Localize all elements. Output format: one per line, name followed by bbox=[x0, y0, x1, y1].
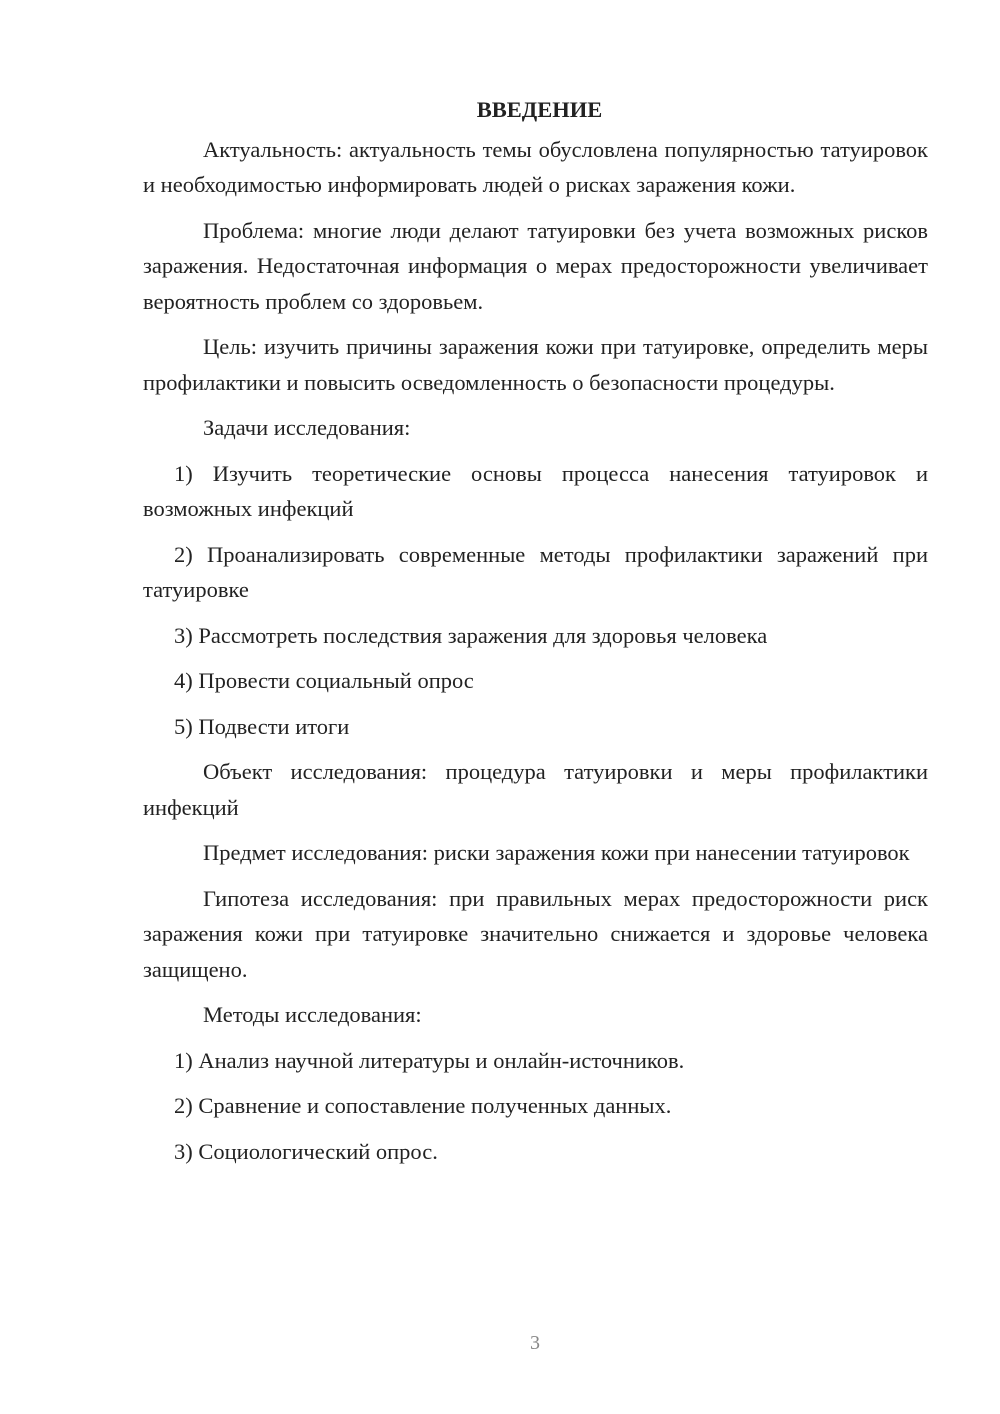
methods-heading: Методы исследования: bbox=[203, 1002, 422, 1027]
task-item: 5) Подвести итоги bbox=[174, 713, 350, 739]
method-item: 3) Социологический опрос. bbox=[174, 1138, 438, 1164]
task-item: 1) Изучить теоретические основы процесса нанесения татуировок и возможных инфекций bbox=[143, 460, 928, 521]
tasks-heading: Задачи исследования: bbox=[203, 415, 411, 440]
method-item: 1) Анализ научной литературы и онлайн-источников. bbox=[174, 1047, 685, 1073]
page-content bbox=[143, 92, 928, 1179]
method-item: 2) Сравнение и сопоставление полученных данных. bbox=[174, 1093, 672, 1118]
relevance-paragraph: Актуальность: актуальность темы обусловлена популярностью татуировок и необходимостью информировать людей о рисках заражения кожи. bbox=[143, 136, 928, 197]
section-title: ВВЕДЕНИЕ bbox=[476, 97, 603, 122]
problem-paragraph: Проблема: многие люди делают татуировки без учета возможных рисков заражения. Недостаточная информация о мерах предосторожности увеличивает вероятность проблем со здоровьем. bbox=[143, 217, 928, 314]
hypothesis-paragraph: Гипотеза исследования: при правильных мерах предосторожности риск заражения кожи при татуировке значительно снижается и здоровье человека защищено. bbox=[143, 885, 928, 982]
subject-paragraph: Предмет исследования: риски заражения кожи при нанесении татуировок bbox=[203, 840, 910, 865]
task-item: 2) Проанализировать современные методы профилактики заражений при татуировке bbox=[143, 541, 928, 602]
object-paragraph: Объект исследования: процедура татуировки и меры профилактики инфекций bbox=[143, 759, 928, 820]
page-number: 3 bbox=[530, 1332, 540, 1354]
task-item: 3) Рассмотреть последствия заражения для здоровья человека bbox=[174, 622, 768, 648]
task-item: 4) Провести социальный опрос bbox=[174, 668, 474, 693]
goal-paragraph: Цель: изучить причины заражения кожи при татуировке, определить меры профилактики и повысить осведомленность о безопасности процедуры. bbox=[143, 334, 928, 395]
